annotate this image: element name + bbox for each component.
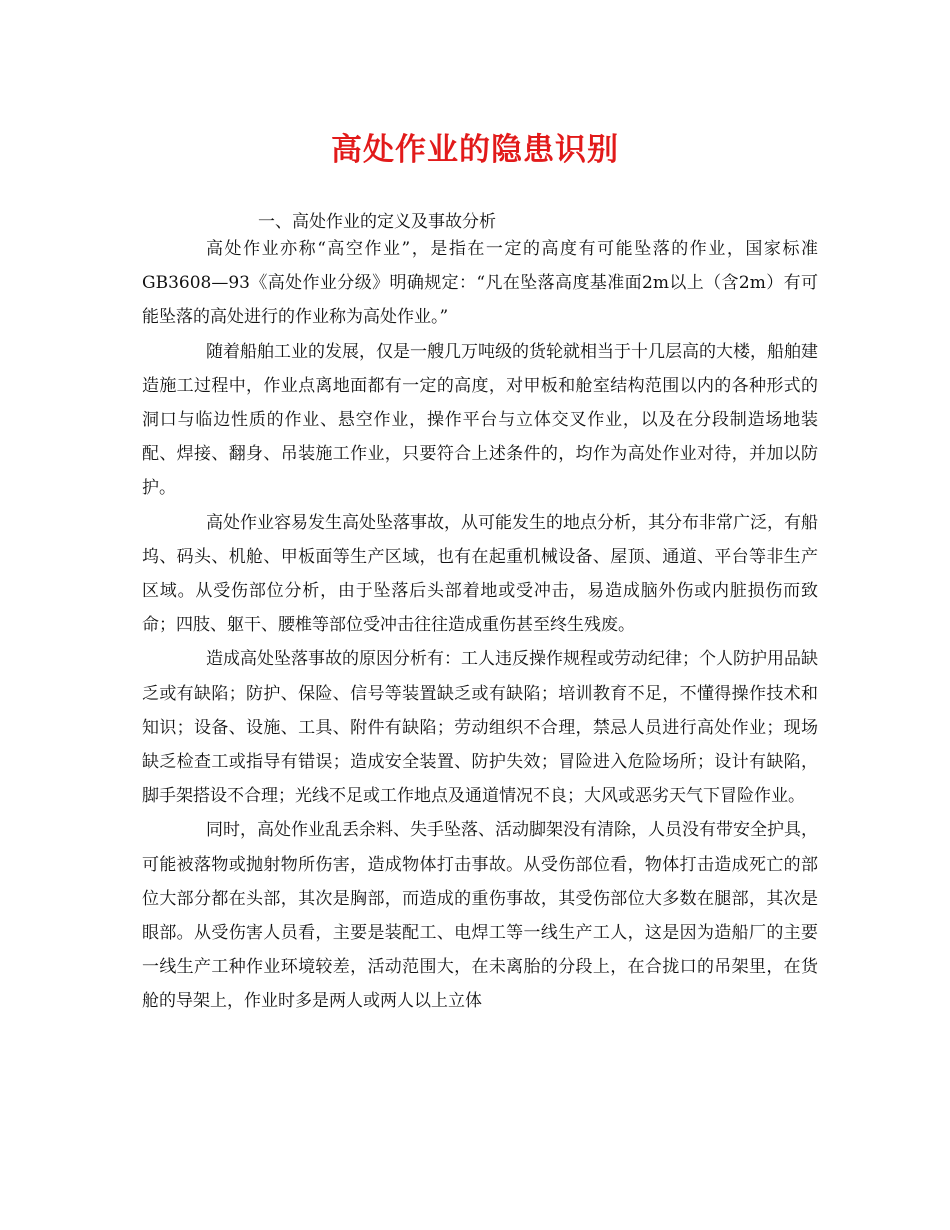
document-body	[142, 232, 818, 1019]
paragraph-definition: 高处作业亦称“高空作业”，是指在一定的高度有可能坠落的作业，国家标准GB3608—93《高处作业分级》明确规定：“凡在坠落高度基准面2m以上（含2m）有可能坠落的高处进行的作业称为高处作业。”	[142, 239, 818, 328]
section-heading: 一、高处作业的定义及事故分析	[258, 212, 496, 232]
document-title: 高处作业的隐患识别	[331, 132, 619, 168]
paragraph-shipbuilding: 随着船舶工业的发展，仅是一艘几万吨级的货轮就相当于十几层高的大楼，船舶建造施工过程中，作业点离地面都有一定的高度，对甲板和舱室结构范围以内的各种形式的洞口与临边性质的作业、悬空作业，操作平台与立体交叉作业，以及在分段制造场地装配、焊接、翻身、吊装施工作业，只要符合上述条件的，均作为高处作业对待，并加以防护。	[142, 341, 818, 499]
paragraph-fall-locations: 高处作业容易发生高处坠落事故，从可能发生的地点分析，其分布非常广泛，有船坞、码头、机舱、甲板面等生产区域，也有在起重机械设备、屋顶、通道、平台等非生产区域。从受伤部位分析，由于坠落后头部着地或受冲击，易造成脑外伤或内脏损伤而致命；四肢、躯干、腰椎等部位受冲击往往造成重伤甚至终生残废。	[142, 512, 818, 636]
paragraph-object-strike: 同时，高处作业乱丢余料、失手坠落、活动脚架没有清除，人员没有带安全护具，可能被落物或抛射物所伤害，造成物体打击事故。从受伤部位看，物体打击造成死亡的部位大部分都在头部，其次是胸部，而造成的重伤事故，其受伤部位大多数在腿部，其次是眼部。从受伤害人员看，主要是装配工、电焊工等一线生产工人，这是因为造船厂的主要一线生产工种作业环境较差，活动范围大，在未离胎的分段上，在合拢口的吊架里，在货舱的导架上，作业时多是两人或两人以上立体	[142, 820, 818, 1012]
paragraph-fall-causes: 造成高处坠落事故的原因分析有：工人违反操作规程或劳动纪律；个人防护用品缺乏或有缺陷；防护、保险、信号等装置缺乏或有缺陷；培训教育不足，不懂得操作技术和知识；设备、设施、工具、附件有缺陷；劳动组织不合理，禁忌人员进行高处作业；现场缺乏检查工或指导有错误；造成安全装置、防护失效；冒险进入危险场所；设计有缺陷，脚手架搭设不合理；光线不足或工作地点及通道情况不良；大风或恶劣天气下冒险作业。	[142, 649, 818, 807]
